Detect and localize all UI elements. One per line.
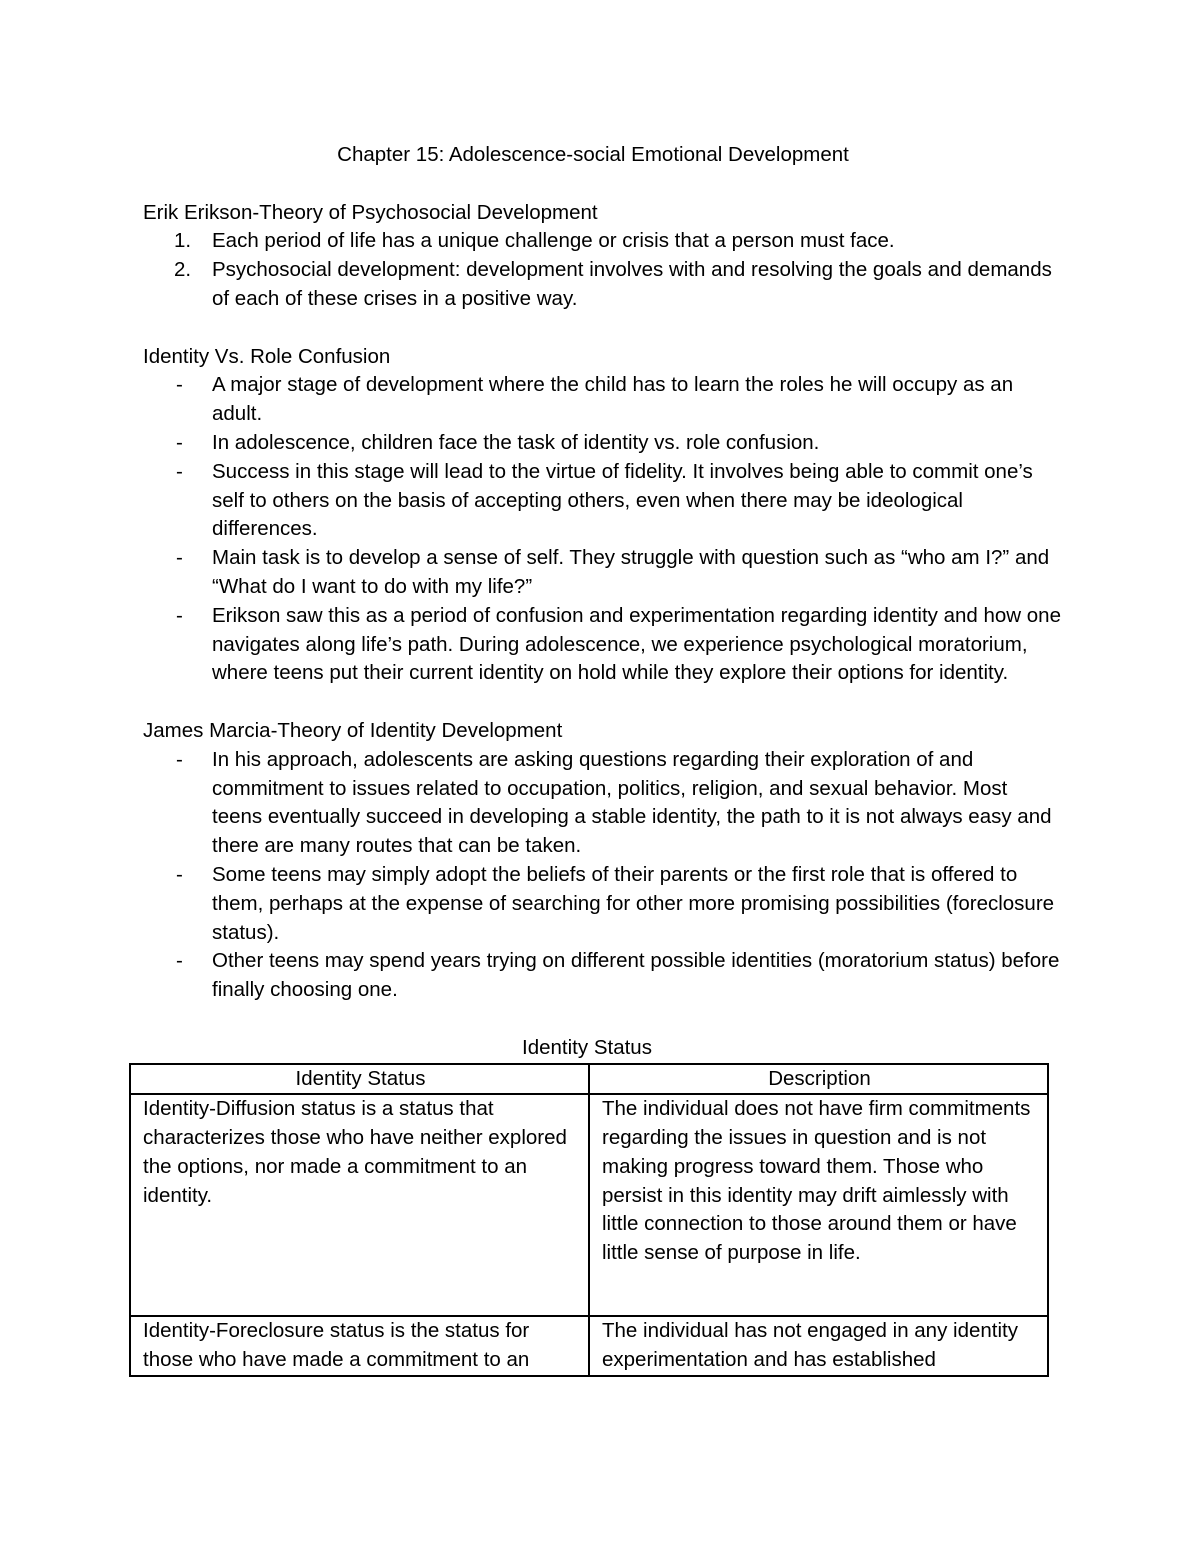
list-item-text: Each period of life has a unique challenge or crisis that a person must face.: [212, 229, 895, 253]
table-header-row: [130, 1064, 1048, 1095]
column-header-identity-status: Identity Status: [130, 1064, 589, 1095]
list-marker: -: [176, 949, 183, 973]
list-marker: -: [176, 546, 183, 570]
section-identity-vs-role-confusion: [143, 343, 1063, 689]
table-row: [130, 1316, 1048, 1376]
table-caption: Identity Status: [522, 1035, 652, 1059]
list-marker: -: [176, 603, 183, 627]
list-marker: -: [176, 430, 183, 454]
list-item: [143, 371, 1063, 429]
page-title: Chapter 15: Adolescence-social Emotional Development: [337, 143, 849, 166]
list-marker: -: [176, 459, 183, 483]
list-item: [143, 429, 1063, 458]
table-row: [130, 1094, 1048, 1316]
list-item: [143, 861, 1063, 947]
section-heading: Identity Vs. Role Confusion: [143, 344, 391, 368]
list-item: [143, 602, 1063, 688]
list-item-text: Some teens may simply adopt the beliefs of their parents or the first role that is offered to them, perhaps at the expense of searching for other more promising possibilities (foreclosure status).: [212, 862, 1055, 944]
list-item-text: In adolescence, children face the task of identity vs. role confusion.: [212, 430, 820, 454]
list-item: [143, 227, 1063, 256]
list-item-text: A major stage of development where the child has to learn the roles he will occupy as an adult.: [212, 373, 1014, 426]
column-header-description: Description: [589, 1064, 1048, 1095]
bullet-list: [143, 746, 1063, 1005]
list-item: [143, 947, 1063, 1005]
section-erikson: [143, 199, 1063, 314]
list-marker: 2.: [174, 258, 192, 282]
bullet-list: [143, 371, 1063, 688]
list-item: [143, 544, 1063, 602]
list-item-text: Other teens may spend years trying on different possible identities (moratorium status) before finally choosing one.: [212, 949, 1060, 1002]
list-marker: -: [176, 373, 183, 397]
table-cell-text: Identity-Foreclosure status is the status for those who have made a commitment to an: [143, 1319, 530, 1372]
table-cell: [130, 1316, 589, 1376]
list-item-text: Erikson saw this as a period of confusion and experimentation regarding identity and how one navigates along life’s path. During adolescence, we experience psychological moratorium, where teens put their current identity on hold while they explore their options for identity.: [212, 603, 1061, 685]
document-content: [143, 141, 1063, 1377]
list-marker: 1.: [174, 229, 192, 253]
list-item-text: In his approach, adolescents are asking questions regarding their exploration of and commitment to issues related to occupation, politics, religion, and sexual behavior. Most teens eventually succeed in developing a stable identity, the path to it is not always easy and there are many routes that can be taken.: [212, 747, 1052, 858]
numbered-list: [143, 227, 1063, 313]
list-item-text: Psychosocial development: development involves with and resolving the goals and demands of each of these crises in a positive way.: [212, 258, 1052, 310]
list-item-text: Main task is to develop a sense of self. They struggle with question such as “who am I?” and “What do I want to do with my life?”: [212, 546, 1050, 598]
identity-status-table: [129, 1063, 1049, 1378]
table-cell: The individual does not have firm commitments regarding the issues in question and is not making progress toward them. Those who persist in this identity may drift aimlessly with little connection to those around them or have little sense of purpose in life.: [589, 1094, 1048, 1316]
list-marker: -: [176, 862, 183, 886]
table-cell: Identity-Diffusion status is a status that characterizes those who have neither explored the options, nor made a commitment to an identity.: [130, 1094, 589, 1316]
list-marker: -: [176, 747, 183, 771]
list-item: [143, 256, 1063, 314]
table-cell: [589, 1316, 1048, 1376]
section-heading: James Marcia-Theory of Identity Development: [143, 718, 563, 742]
list-item: [143, 458, 1063, 544]
list-item: [143, 746, 1063, 861]
table-cell-text: The individual has not engaged in any identity experimentation and has established: [602, 1319, 1018, 1372]
section-heading: Erik Erikson-Theory of Psychosocial Development: [143, 200, 598, 224]
list-item-text: Success in this stage will lead to the virtue of fidelity. It involves being able to commit one’s self to others on the basis of accepting others, even when there may be ideological differences.: [212, 459, 1033, 541]
section-marcia: [143, 717, 1063, 1005]
